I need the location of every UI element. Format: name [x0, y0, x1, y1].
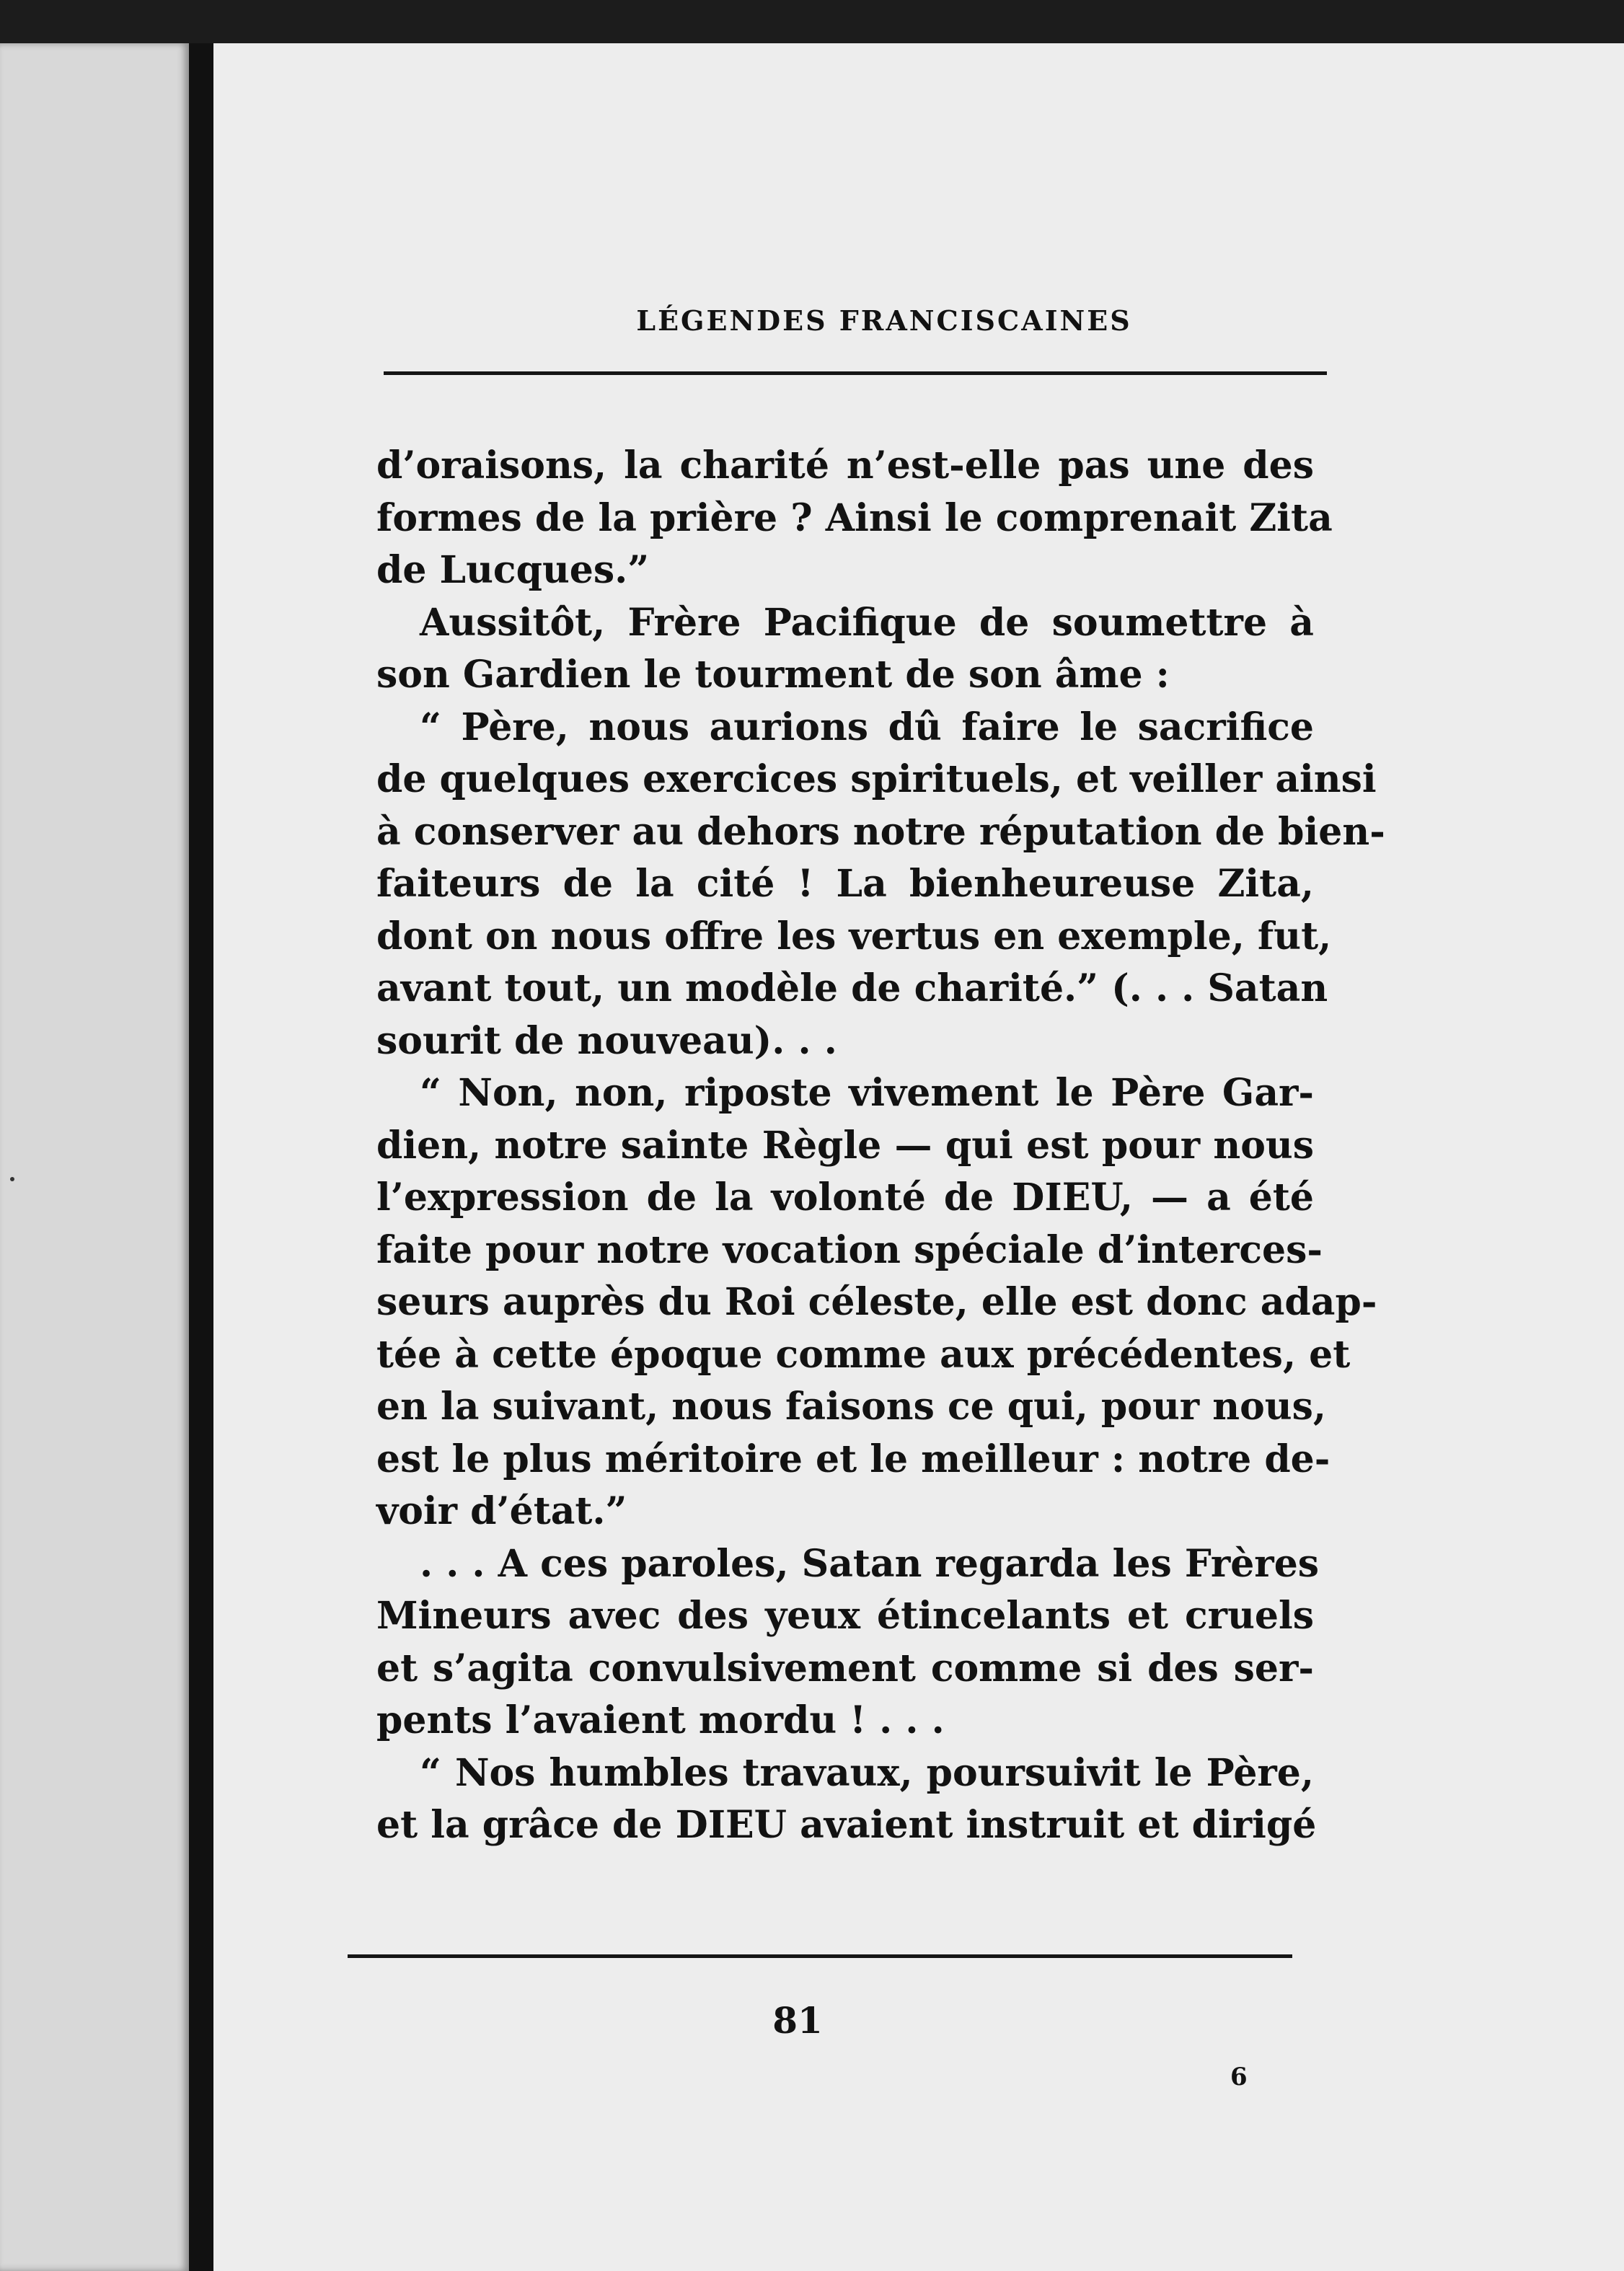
text-line: formes de la prière ? Ainsi le comprenait Zita — [376, 495, 1333, 540]
text-line: faite pour notre vocation spéciale d’interces- — [376, 1227, 1323, 1272]
text-line: et la grâce de DIEU avaient instruit et dirigé — [376, 1803, 1317, 1847]
text-line: est le plus méritoire et le meilleur : notre de- — [376, 1437, 1330, 1481]
text-line: en la suivant, nous faisons ce qui, pour nous, — [376, 1385, 1326, 1429]
page-number: 81 — [772, 1999, 823, 2042]
text-line: faiteurs de la cité ! La bienheureuse Zita, — [376, 862, 1314, 906]
signature-mark: 6 — [1230, 2063, 1248, 2091]
text-line: l’expression de la volonté de DIEU, — a été — [376, 1176, 1314, 1220]
text-line: son Gardien le tourment de son âme : — [376, 653, 1170, 697]
text-line: . . . A ces paroles, Satan regarda les Frères — [420, 1541, 1320, 1586]
text-line: et s’agita convulsivement comme si des ser- — [376, 1646, 1314, 1690]
text-line: “ Nos humbles travaux, poursuivit le Père, — [420, 1750, 1314, 1795]
footer-rule — [348, 1954, 1292, 1958]
left-page-edge — [0, 43, 189, 2271]
text-line: “ Père, nous aurions dû faire le sacrifice — [420, 705, 1314, 749]
text-line: de Lucques.” — [376, 548, 650, 592]
text-line: seurs auprès du Roi céleste, elle est donc adap- — [376, 1280, 1377, 1324]
text-line: tée à cette époque comme aux précédentes, et — [376, 1332, 1351, 1377]
text-line: d’oraisons, la charité n’est-elle pas une des — [376, 444, 1314, 488]
text-line: pents l’avaient mordu ! . . . — [376, 1698, 945, 1742]
text-line: voir d’état.” — [376, 1489, 627, 1533]
text-line: de quelques exercices spirituels, et veiller ainsi — [376, 757, 1377, 801]
text-line: sourit de nouveau). . . — [376, 1018, 837, 1063]
body-text — [376, 440, 1385, 1852]
header-rule — [384, 371, 1327, 375]
left-page-speck — [10, 1177, 14, 1181]
text-line: dont on nous offre les vertus en exemple, fut, — [376, 914, 1332, 958]
running-head: LÉGENDES FRANCISCAINES — [636, 304, 1132, 337]
text-line: “ Non, non, riposte vivement le Père Gar- — [420, 1071, 1314, 1115]
right-page — [213, 43, 1624, 2271]
text-line: dien, notre sainte Règle — qui est pour nous — [376, 1123, 1314, 1168]
text-line: Aussitôt, Frère Pacifique de soumettre à — [420, 600, 1314, 645]
book-gutter — [189, 43, 213, 2271]
text-line: Mineurs avec des yeux étincelants et cruels — [376, 1594, 1314, 1638]
text-line: à conserver au dehors notre réputation de bien- — [376, 809, 1385, 854]
text-line: avant tout, un modèle de charité.” (. . . Satan — [376, 966, 1328, 1010]
